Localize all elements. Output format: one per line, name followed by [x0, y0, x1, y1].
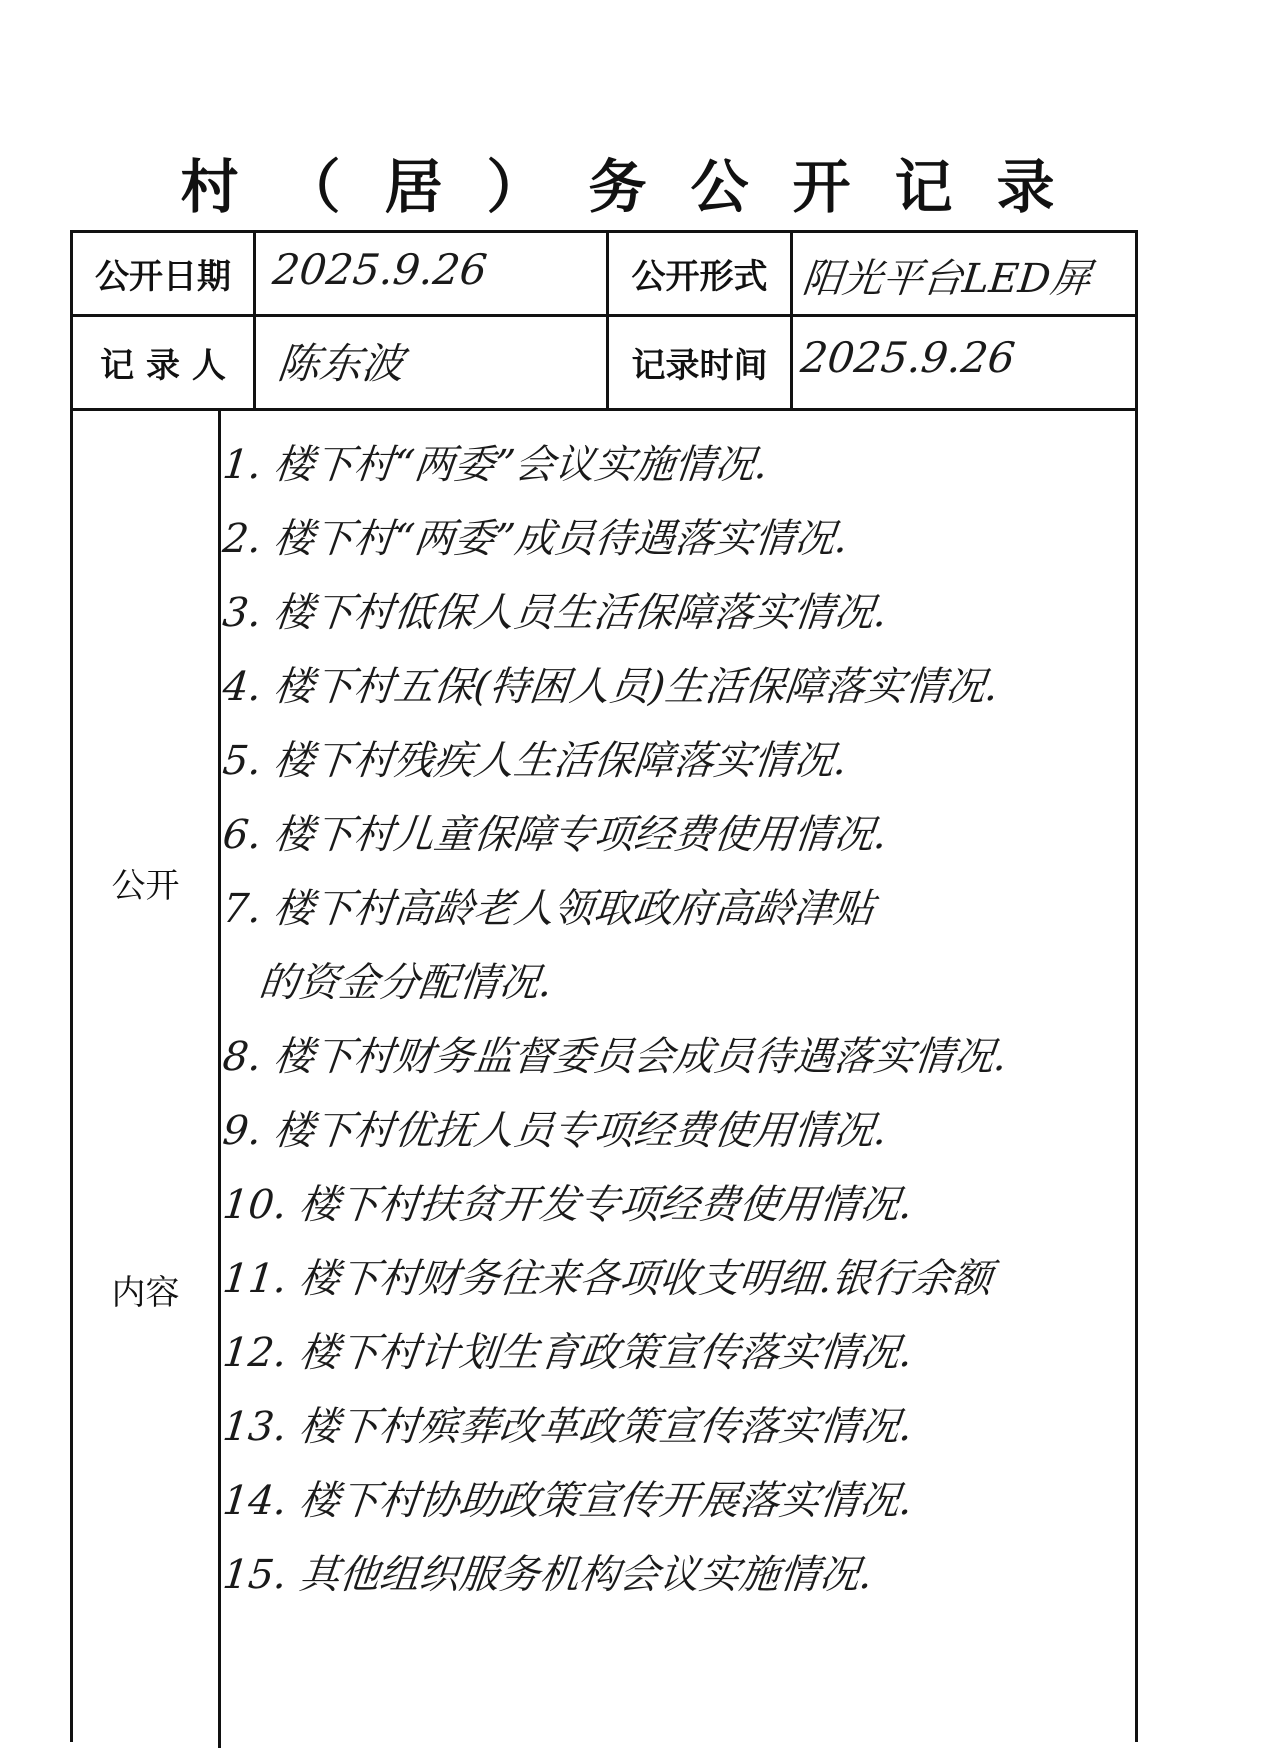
recorder-label: 记 录 人: [100, 346, 226, 386]
list-item: 6. 楼下村儿童保障专项经费使用情况.: [220, 812, 890, 858]
list-item: 1. 楼下村“两委”会议实施情况.: [220, 442, 770, 488]
recorder-value: 陈东波: [275, 339, 407, 388]
list-item: 2. 楼下村“两委”成员待遇落实情况.: [220, 516, 850, 562]
list-item: 14. 楼下村协助政策宣传开展落实情况.: [220, 1478, 915, 1524]
list-item: 的资金分配情况.: [256, 960, 555, 1006]
list-item: 10. 楼下村扶贫开发专项经费使用情况.: [220, 1182, 915, 1228]
side-label-bottom: 内容: [111, 1273, 180, 1313]
col-divider-1: [253, 233, 256, 408]
form-label: 公开形式: [631, 257, 768, 297]
content-list: [220, 428, 1123, 1612]
row-divider-2: [73, 408, 1135, 411]
list-item: 9. 楼下村优抚人员专项经费使用情况.: [220, 1108, 890, 1154]
page-title: 村（居）务公开记录: [180, 153, 1099, 221]
record-table: [70, 230, 1138, 1742]
col-divider-3: [790, 233, 793, 408]
date-label: 公开日期: [95, 257, 231, 297]
record-time-value: 2025.9.26: [798, 333, 1018, 382]
date-value: 2025.9.26: [270, 245, 490, 294]
list-item: 3. 楼下村低保人员生活保障落实情况.: [220, 590, 890, 636]
list-item: 13. 楼下村殡葬改革政策宣传落实情况.: [220, 1404, 915, 1450]
list-item: 5. 楼下村残疾人生活保障落实情况.: [220, 738, 850, 784]
side-label-top: 公开: [111, 866, 180, 906]
list-item: 4. 楼下村五保(特困人员)生活保障落实情况.: [220, 664, 1001, 710]
record-time-label: 记录时间: [631, 346, 768, 386]
list-item: 7. 楼下村高龄老人领取政府高龄津贴: [220, 886, 877, 932]
list-item: 8. 楼下村财务监督委员会成员待遇落实情况.: [220, 1034, 1010, 1080]
form-value: 阳光平台LED屏: [800, 256, 1093, 302]
list-item: 15. 其他组织服务机构会议实施情况.: [220, 1552, 875, 1598]
list-item: 11. 楼下村财务往来各项收支明细.银行余额: [220, 1256, 995, 1302]
list-item: 12. 楼下村计划生育政策宣传落实情况.: [220, 1330, 915, 1376]
